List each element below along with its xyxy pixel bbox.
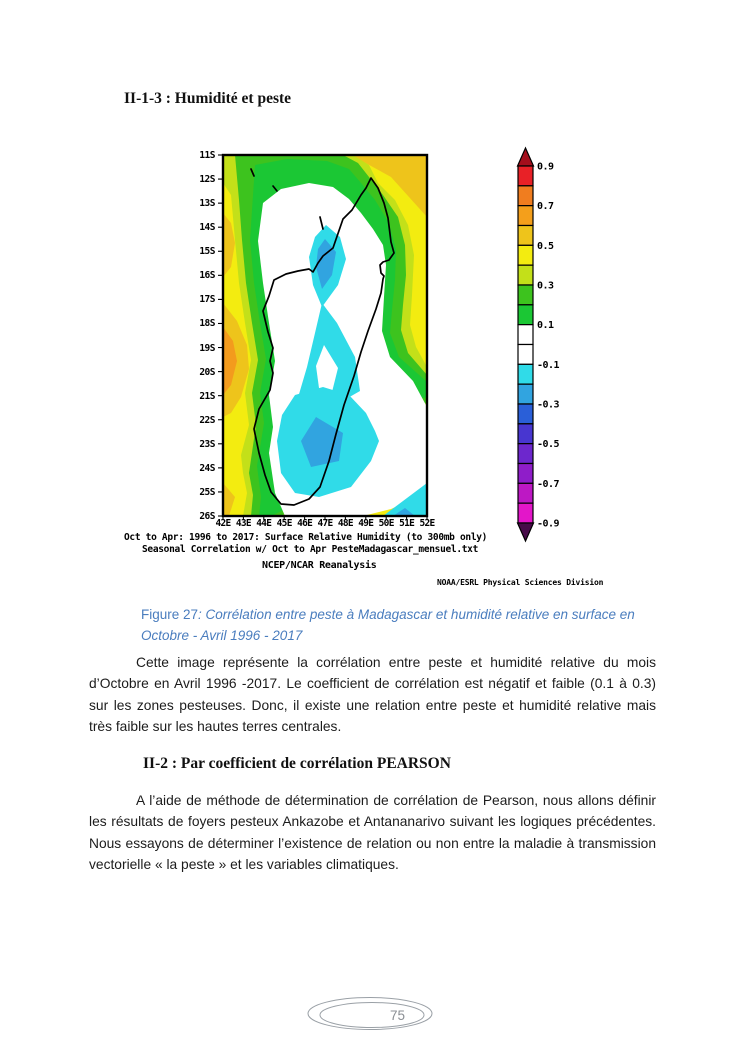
colorbar-segment: [518, 305, 533, 325]
y-axis-label: 25S: [199, 486, 215, 498]
footer-inner-ellipse: [320, 1003, 424, 1028]
colorbar-segment: [518, 285, 533, 305]
y-axis-label: 18S: [199, 318, 215, 330]
x-axis-label: 51E: [399, 518, 415, 529]
page-number-ornament: [303, 995, 443, 1037]
colorbar-label: 0.7: [537, 201, 554, 213]
x-axis-label: 48E: [337, 518, 353, 529]
colorbar-segment: [518, 325, 533, 345]
x-axis-label: 52E: [419, 518, 435, 529]
x-axis-label: 45E: [276, 518, 292, 529]
map-y-axis-labels: [188, 150, 215, 522]
x-axis-label: 49E: [358, 518, 374, 529]
colorbar-label: -0.5: [537, 439, 560, 451]
y-axis-label: 15S: [199, 246, 215, 258]
colorbar-segment: [518, 206, 533, 226]
y-axis-label: 21S: [199, 390, 215, 402]
plot-title-line2: Seasonal Correlation w/ Oct to Apr PesteMadagascar_mensuel.txt: [142, 544, 479, 555]
figure-caption-text: : Corrélation entre peste à Madagascar et humidité relative en surface en Octobre - Avril 1996 - 2017: [141, 607, 635, 643]
section-heading-humidite-peste: II-1-3 : Humidité et peste: [124, 90, 292, 107]
y-axis-label: 24S: [199, 462, 215, 474]
colorbar-segment: [518, 424, 533, 444]
y-axis-label: 22S: [199, 414, 215, 426]
colorbar-segment: [518, 464, 533, 484]
y-axis-label: 23S: [199, 438, 215, 450]
colorbar-segment: [518, 384, 533, 404]
y-axis-label: 17S: [199, 294, 215, 306]
colorbar-arrow-bottom: [518, 523, 534, 541]
plot-credit-noaa: NOAA/ESRL Physical Sciences Division: [437, 578, 604, 587]
colorbar-label: -0.9: [537, 518, 560, 530]
colorbar-segment: [518, 265, 533, 285]
colorbar-segment: [518, 483, 533, 503]
colorbar-label: 0.3: [537, 280, 554, 292]
section-heading-pearson: II-2 : Par coefficient de corrélation PEARSON: [143, 755, 451, 772]
colorbar-segment: [518, 166, 533, 186]
colorbar-label: 0.1: [537, 320, 554, 332]
colorbar-segment: [518, 364, 533, 384]
colorbar-segment: [518, 345, 533, 365]
colorbar-label: 0.5: [537, 240, 554, 252]
y-axis-label: 13S: [199, 198, 215, 210]
colorbar-label: -0.1: [537, 359, 560, 371]
y-axis-label: 11S: [199, 150, 215, 161]
madagascar-correlation-map: [217, 152, 430, 524]
figure-caption-number: Figure 27: [141, 607, 199, 622]
y-axis-label: 12S: [199, 174, 215, 186]
y-axis-label: 26S: [199, 511, 215, 522]
colorbar-segment: [518, 226, 533, 246]
colorbar: [510, 145, 570, 545]
x-axis-label: 50E: [378, 518, 394, 529]
colorbar-segment: [518, 245, 533, 265]
colorbar-label: -0.3: [537, 399, 560, 411]
x-axis-label: 47E: [317, 518, 333, 529]
colorbar-segment: [518, 503, 533, 523]
x-axis-label: 42E: [215, 518, 231, 529]
body-paragraph-2: A l’aide de méthode de détermination de corrélation de Pearson, nous allons définir les résultats de foyers pesteux Ankazobe et Antananarivo suivant les logiques précédentes. Nous essayons de déterminer l’existence de relation ou non entre la maladie à transmission vectorielle « la peste » et les variables climatiques.: [89, 793, 656, 872]
colorbar-label: 0.9: [537, 161, 554, 173]
colorbar-label: -0.7: [537, 478, 560, 490]
y-axis-label: 19S: [199, 342, 215, 354]
colorbar-segment: [518, 444, 533, 464]
y-axis-label: 14S: [199, 222, 215, 234]
figure-caption: [141, 605, 653, 646]
colorbar-segment: [518, 404, 533, 424]
x-axis-label: 44E: [256, 518, 272, 529]
x-axis-label: 46E: [297, 518, 313, 529]
y-axis-label: 20S: [199, 366, 215, 378]
page-number: 75: [390, 1008, 406, 1023]
colorbar-arrow-top: [518, 148, 534, 166]
plot-title-line1: Oct to Apr: 1996 to 2017: Surface Relative Humidity (to 300mb only): [124, 532, 488, 543]
plot-source-line: NCEP/NCAR Reanalysis: [262, 560, 377, 571]
y-axis-label: 16S: [199, 270, 215, 282]
colorbar-segment: [518, 186, 533, 206]
body-paragraph-1: Cette image représente la corrélation entre peste et humidité relative du mois d’Octobre en Avril 1996 -2017. Le coefficient de corrélation est négatif et faible (0.1 à 0.3) sur les zones pesteuses. Donc, il existe une relation entre peste et humidité relative mais très faible sur les hautes terres centrales.: [89, 655, 656, 734]
x-axis-label: 43E: [235, 518, 251, 529]
